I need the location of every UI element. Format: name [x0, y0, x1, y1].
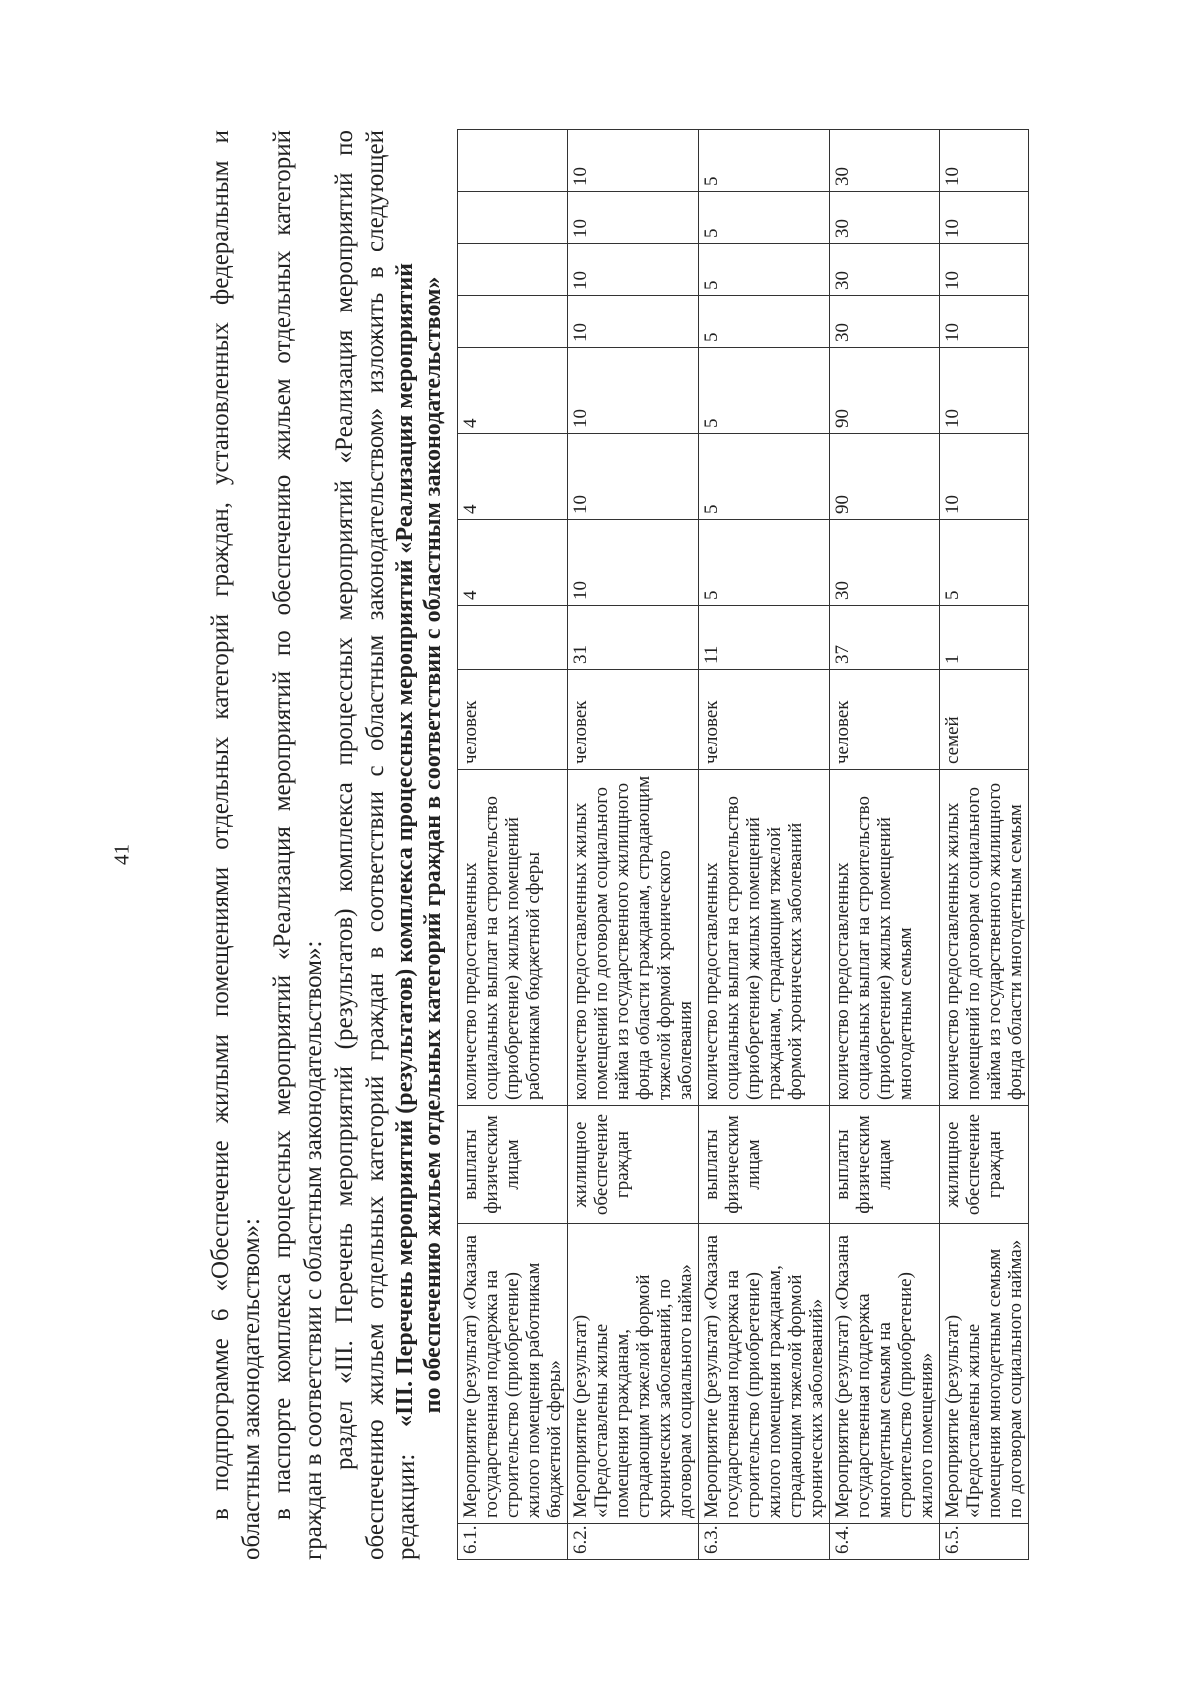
measure-type: выплаты физическим лицам [830, 1106, 940, 1224]
year-value-cell: 5 [699, 130, 830, 192]
year-value-cell: 5 [699, 434, 830, 520]
measure-type: выплаты физическим лицам [458, 1106, 568, 1224]
unit-cell: человек [568, 670, 699, 770]
rotated-content [205, 130, 1200, 1560]
row-number: 6.1. [458, 1524, 568, 1560]
year-value-cell: 5 [699, 192, 830, 244]
row-number: 6.4. [830, 1524, 940, 1560]
page-number: 41 [109, 844, 134, 865]
year-value-cell: 4 [458, 348, 568, 434]
indicator-name: количество предоставленных социальных выплат на строительство (приобретение) жилых помещений работникам бюджетной сферы [458, 770, 568, 1106]
year-value-cell: 10 [940, 434, 1029, 520]
year-value-cell [458, 244, 568, 296]
base-value-cell: 37 [830, 606, 940, 670]
measure-type: жилищное обеспечение граждан [568, 1106, 699, 1224]
section-heading-line-2: по обеспечению жильем отдельных категорий граждан в соответствии с областным законодательством» [420, 276, 446, 1414]
year-value-cell [458, 130, 568, 192]
intro-paragraph-2: в паспорте комплекса процессных мероприятий «Реализация мероприятий по обеспечению жильем отдельных категорий граждан в соответствии с областным законодательством»: [269, 130, 327, 1560]
table-body [458, 130, 1029, 1560]
measure-name: Мероприятие (результат) «Оказана государственная поддержка на строительство (приобретение) жилого помещения работникам бюджетной сферы» [458, 1224, 568, 1524]
unit-cell: семей [940, 670, 1029, 770]
table-row [699, 130, 830, 1560]
measure-name: Мероприятие (результат) «Оказана государственная поддержка на строительство (приобретение) жилого помещения гражданам, страдающим тяжелой формой хронических заболеваний» [699, 1224, 830, 1524]
table-row [568, 130, 699, 1560]
year-value-cell: 10 [568, 520, 699, 606]
row-number: 6.2. [568, 1524, 699, 1560]
measure-name: Мероприятие (результат) «Предоставлены жилые помещения многодетным семьям по договорам социального найма» [940, 1224, 1029, 1524]
year-value-cell: 10 [568, 348, 699, 434]
year-value-cell: 5 [699, 244, 830, 296]
measure-type: жилищное обеспечение граждан [940, 1106, 1029, 1224]
year-value-cell: 10 [568, 296, 699, 348]
year-value-cell: 90 [830, 434, 940, 520]
measures-table [457, 129, 1029, 1560]
year-value-cell: 5 [940, 520, 1029, 606]
row-number: 6.5. [940, 1524, 1029, 1560]
year-value-cell: 30 [830, 244, 940, 296]
year-value-cell [458, 296, 568, 348]
year-value-cell: 10 [940, 244, 1029, 296]
year-value-cell: 4 [458, 434, 568, 520]
section-heading [391, 130, 447, 1560]
row-number: 6.3. [699, 1524, 830, 1560]
intro-paragraph-3: раздел «III. Перечень мероприятий (результатов) комплекса процессных мероприятий «Реализация мероприятий по обеспечению жильем отдельных категорий граждан в соответствии с областным законодательством» изложить в следующей редакции: [331, 130, 420, 1560]
year-value-cell: 10 [568, 244, 699, 296]
year-value-cell [458, 192, 568, 244]
indicator-name: количество предоставленных социальных выплат на строительство (приобретение) жилых помещений многодетным семьям [830, 770, 940, 1106]
year-value-cell: 10 [940, 130, 1029, 192]
indicator-name: количество предоставленных социальных выплат на строительство (приобретение) жилых помещений гражданам, страдающим тяжелой формой хронических заболеваний [699, 770, 830, 1106]
measure-type: выплаты физическим лицам [699, 1106, 830, 1224]
indicator-name: количество предоставленных жилых помещений по договорам социального найма из государственного жилищного фонда области гражданам, страдающим тяжелой формой хронического заболевания [568, 770, 699, 1106]
table-row [940, 130, 1029, 1560]
intro-text [205, 130, 422, 1560]
base-value-cell: 31 [568, 606, 699, 670]
unit-cell: человек [458, 670, 568, 770]
base-value-cell: 1 [940, 606, 1029, 670]
year-value-cell: 90 [830, 348, 940, 434]
unit-cell: человек [699, 670, 830, 770]
year-value-cell: 5 [699, 348, 830, 434]
table-row [458, 130, 568, 1560]
year-value-cell: 10 [568, 130, 699, 192]
year-value-cell: 5 [699, 296, 830, 348]
year-value-cell: 10 [940, 296, 1029, 348]
indicator-name: количество предоставленных жилых помещений по договорам социального найма из государственного жилищного фонда области многодетным семьям [940, 770, 1029, 1106]
year-value-cell: 10 [568, 434, 699, 520]
base-value-cell [458, 606, 568, 670]
section-heading-line-1: «III. Перечень мероприятий (результатов) комплекса процессных мероприятий «Реализация мероприятий [392, 263, 418, 1427]
year-value-cell: 5 [699, 520, 830, 606]
base-value-cell: 11 [699, 606, 830, 670]
year-value-cell: 4 [458, 520, 568, 606]
table-row [830, 130, 940, 1560]
measure-name: Мероприятие (результат) «Оказана государственная поддержка многодетным семьям на строительство (приобретение) жилого помещения» [830, 1224, 940, 1524]
year-value-cell: 30 [830, 296, 940, 348]
measure-name: Мероприятие (результат) «Предоставлены жилые помещения гражданам, страдающим тяжелой формой хронических заболеваний, по договорам социального найма» [568, 1224, 699, 1524]
year-value-cell: 10 [568, 192, 699, 244]
year-value-cell: 30 [830, 192, 940, 244]
year-value-cell: 30 [830, 520, 940, 606]
intro-paragraph-1: в подпрограмме 6 «Обеспечение жилыми помещениями отдельных категорий граждан, установленных федеральным и областным законодательством»: [207, 130, 265, 1560]
year-value-cell: 10 [940, 348, 1029, 434]
unit-cell: человек [830, 670, 940, 770]
year-value-cell: 30 [830, 130, 940, 192]
year-value-cell: 10 [940, 192, 1029, 244]
